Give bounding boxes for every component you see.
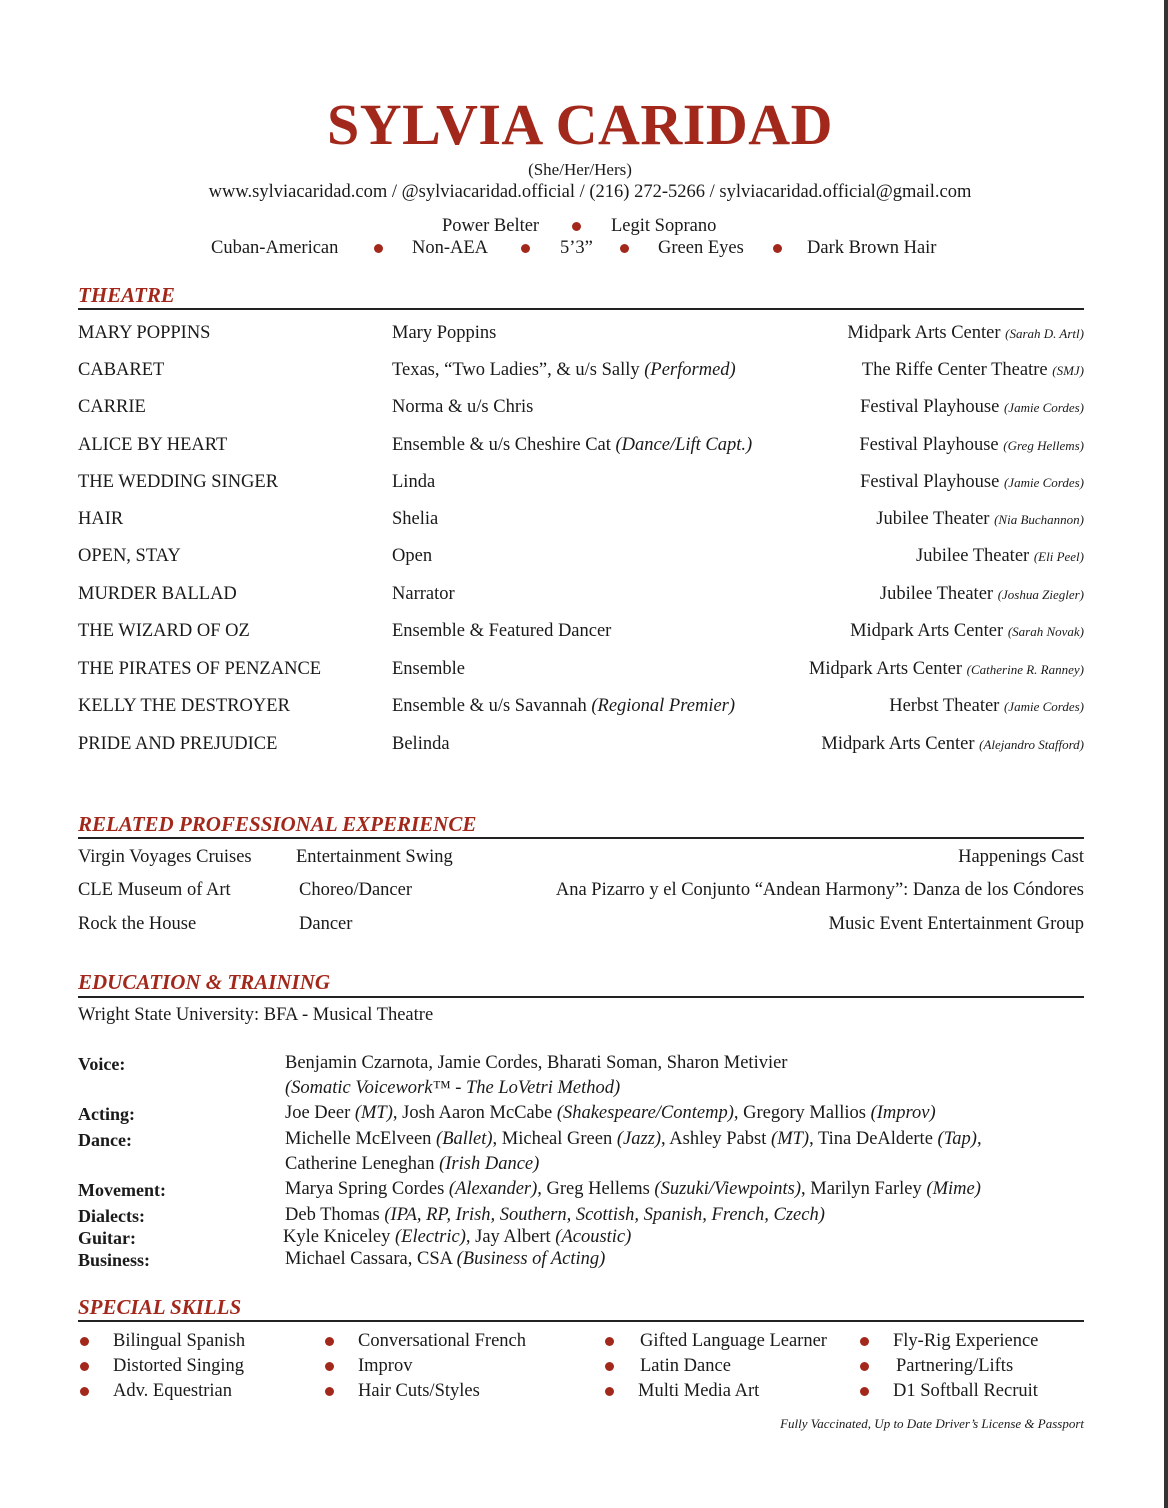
- skill-item: Bilingual Spanish: [113, 1331, 246, 1351]
- credit-row: [78, 323, 1084, 347]
- skill-item: Adv. Equestrian: [113, 1381, 233, 1401]
- bullet-dot: [325, 1387, 334, 1396]
- credit-role: Narrator: [392, 584, 455, 604]
- training-label-dance: Dance:: [78, 1130, 132, 1150]
- experience-role: Dancer: [299, 914, 353, 934]
- skill-item: D1 Softball Recruit: [893, 1381, 1038, 1401]
- section-title-education: EDUCATION & TRAINING: [78, 970, 331, 994]
- bullet-dot: [521, 244, 530, 253]
- training-voice-method: (Somatic Voicework™ - The LoVetri Method): [285, 1078, 621, 1098]
- bullet-dot: [620, 244, 629, 253]
- credit-venue: Herbst Theater (Jamie Cordes): [889, 696, 1084, 716]
- credit-venue: The Riffe Center Theatre (SMJ): [861, 360, 1084, 380]
- experience-row: [78, 880, 1084, 904]
- skill-item: Partnering/Lifts: [896, 1356, 1014, 1376]
- section-divider: [78, 1320, 1084, 1322]
- bullet-dot: [325, 1337, 334, 1346]
- training-movement: Marya Spring Cordes (Alexander), Greg Hellems (Suzuki/Viewpoints), Marilyn Farley (Mime): [285, 1179, 981, 1199]
- credit-row: [78, 435, 1084, 459]
- credit-role: Belinda: [392, 734, 450, 754]
- credit-role: Ensemble: [392, 659, 465, 679]
- credit-director: (Jamie Cordes): [1003, 699, 1084, 714]
- credit-director: (Sarah Novak): [1007, 624, 1084, 639]
- credit-row: [78, 696, 1084, 720]
- bullet-dot: [325, 1362, 334, 1371]
- credit-show: HAIR: [78, 509, 124, 529]
- credit-show: OPEN, STAY: [78, 546, 181, 566]
- experience-org: Virgin Voyages Cruises: [78, 847, 252, 867]
- section-title-theatre: THEATRE: [78, 283, 175, 307]
- credit-director: (Joshua Ziegler): [997, 587, 1084, 602]
- credit-role: Norma & u/s Chris: [392, 397, 534, 417]
- training-dance-continued: Catherine Leneghan (Irish Dance): [285, 1154, 540, 1174]
- trait-hair: Dark Brown Hair: [807, 238, 937, 258]
- credit-role: Ensemble & u/s Savannah (Regional Premier): [392, 696, 736, 716]
- credit-role: Ensemble & Featured Dancer: [392, 621, 612, 641]
- credit-director: (Nia Buchannon): [994, 512, 1084, 527]
- credit-role: Linda: [392, 472, 436, 492]
- skill-item: Fly-Rig Experience: [893, 1331, 1039, 1351]
- credit-director: (Jamie Cordes): [1003, 475, 1084, 490]
- degree: Wright State University: BFA - Musical Theatre: [78, 1005, 434, 1025]
- training-label-dialects: Dialects:: [78, 1206, 145, 1226]
- credit-show: THE PIRATES OF PENZANCE: [78, 659, 322, 679]
- credit-director: (Alejandro Stafford): [979, 737, 1084, 752]
- experience-row: [78, 847, 1084, 871]
- credit-venue: Jubilee Theater (Joshua Ziegler): [879, 584, 1084, 604]
- experience-detail: Music Event Entertainment Group: [828, 914, 1084, 934]
- page-edge: [1164, 0, 1168, 1508]
- skill-item: Hair Cuts/Styles: [358, 1381, 480, 1401]
- credit-role: Mary Poppins: [392, 323, 497, 343]
- training-acting: Joe Deer (MT), Josh Aaron McCabe (Shakespeare/Contemp), Gregory Mallios (Improv): [285, 1103, 936, 1123]
- trait-ethnicity: Cuban-American: [211, 238, 339, 258]
- credit-row: [78, 584, 1084, 608]
- credit-director: (Eli Peel): [1033, 549, 1084, 564]
- bullet-dot: [572, 222, 581, 231]
- credit-venue: Festival Playhouse (Jamie Cordes): [860, 397, 1084, 417]
- trait-height: 5’3”: [560, 238, 593, 258]
- bullet-dot: [860, 1362, 869, 1371]
- credit-row: [78, 472, 1084, 496]
- bullet-dot: [80, 1387, 89, 1396]
- credit-row: [78, 397, 1084, 421]
- credit-venue: Midpark Arts Center (Alejandro Stafford): [821, 734, 1084, 754]
- credit-row: [78, 659, 1084, 683]
- bullet-dot: [374, 244, 383, 253]
- experience-org: CLE Museum of Art: [78, 880, 231, 900]
- credit-row: [78, 360, 1084, 384]
- credit-venue: Jubilee Theater (Nia Buchannon): [876, 509, 1084, 529]
- training-label-movement: Movement:: [78, 1180, 166, 1200]
- experience-detail: Happenings Cast: [958, 847, 1084, 867]
- credit-show: MURDER BALLAD: [78, 584, 237, 604]
- training-label-acting: Acting:: [78, 1104, 135, 1124]
- pronouns: (She/Her/Hers): [528, 160, 632, 179]
- training-label-guitar: Guitar:: [78, 1228, 136, 1248]
- trait-union: Non-AEA: [412, 238, 489, 258]
- bullet-dot: [860, 1387, 869, 1396]
- trait-eyes: Green Eyes: [658, 238, 744, 258]
- credit-venue: Midpark Arts Center (Sarah D. Artl): [847, 323, 1084, 343]
- bullet-dot: [860, 1337, 869, 1346]
- credit-venue: Festival Playhouse (Jamie Cordes): [860, 472, 1084, 492]
- credit-show: PRIDE AND PREJUDICE: [78, 734, 278, 754]
- training-guitar: Kyle Kniceley (Electric), Jay Albert (Acoustic): [283, 1227, 632, 1247]
- section-divider: [78, 308, 1084, 310]
- bullet-dot: [80, 1362, 89, 1371]
- bullet-dot: [605, 1362, 614, 1371]
- credit-venue: Jubilee Theater (Eli Peel): [916, 546, 1084, 566]
- credit-row: [78, 621, 1084, 645]
- credit-role: Open: [392, 546, 433, 566]
- credit-show: THE WEDDING SINGER: [78, 472, 279, 492]
- experience-role: Choreo/Dancer: [299, 880, 413, 900]
- section-divider: [78, 837, 1084, 839]
- skill-item: Latin Dance: [640, 1356, 731, 1376]
- experience-detail: Ana Pizarro y el Conjunto “Andean Harmony”: Danza de los Cóndores: [555, 880, 1084, 900]
- credit-venue: Festival Playhouse (Greg Hellems): [859, 435, 1084, 455]
- credit-director: (Greg Hellems): [1003, 438, 1084, 453]
- training-dance: Michelle McElveen (Ballet), Micheal Green (Jazz), Ashley Pabst (MT), Tina DeAlderte (Tap),: [285, 1129, 982, 1149]
- credit-director: (Catherine R. Ranney): [966, 662, 1084, 677]
- credit-role: Texas, “Two Ladies”, & u/s Sally (Performed): [392, 360, 736, 380]
- credit-show: MARY POPPINS: [78, 323, 211, 343]
- credit-director: (Sarah D. Artl): [1005, 326, 1084, 341]
- skill-item: Gifted Language Learner: [640, 1331, 827, 1351]
- voice-type-1: Power Belter: [442, 216, 540, 236]
- credit-show: CARRIE: [78, 397, 146, 417]
- bullet-dot: [605, 1387, 614, 1396]
- credit-director: (SMJ): [1052, 363, 1084, 378]
- footnote: Fully Vaccinated, Up to Date Driver’s License & Passport: [780, 1416, 1084, 1431]
- skill-item: Improv: [358, 1356, 413, 1376]
- bullet-dot: [80, 1337, 89, 1346]
- credit-venue: Midpark Arts Center (Catherine R. Ranney): [808, 659, 1084, 679]
- bullet-dot: [773, 244, 782, 253]
- skill-item: Multi Media Art: [638, 1381, 760, 1401]
- credit-show: ALICE BY HEART: [78, 435, 228, 455]
- training-business: Michael Cassara, CSA (Business of Acting): [285, 1249, 606, 1269]
- credit-director: (Jamie Cordes): [1003, 400, 1084, 415]
- voice-type-2: Legit Soprano: [611, 216, 717, 236]
- credit-row: [78, 509, 1084, 533]
- experience-row: [78, 914, 1084, 938]
- training-label-business: Business:: [78, 1250, 151, 1270]
- credit-role: Shelia: [392, 509, 439, 529]
- credit-show: KELLY THE DESTROYER: [78, 696, 290, 716]
- contact-line: www.sylviacaridad.com / @sylviacaridad.official / (216) 272-5266 / sylviacaridad.official@gmail.com: [208, 182, 972, 202]
- skill-item: Distorted Singing: [113, 1356, 245, 1376]
- resume-name: SYLVIA CARIDAD: [326, 92, 834, 157]
- credit-row: [78, 734, 1084, 758]
- credit-row: [78, 546, 1084, 570]
- credit-venue: Midpark Arts Center (Sarah Novak): [850, 621, 1084, 641]
- skill-item: Conversational French: [358, 1331, 526, 1351]
- section-title-professional: RELATED PROFESSIONAL EXPERIENCE: [78, 812, 477, 836]
- credit-role: Ensemble & u/s Cheshire Cat (Dance/Lift Capt.): [392, 435, 753, 455]
- experience-role: Entertainment Swing: [296, 847, 453, 867]
- credit-show: CABARET: [78, 360, 165, 380]
- credit-show: THE WIZARD OF OZ: [78, 621, 250, 641]
- training-voice-teachers: Benjamin Czarnota, Jamie Cordes, Bharati Soman, Sharon Metivier: [285, 1053, 788, 1073]
- training-label-voice: Voice:: [78, 1054, 126, 1074]
- section-divider: [78, 996, 1084, 998]
- bullet-dot: [605, 1337, 614, 1346]
- experience-org: Rock the House: [78, 914, 197, 934]
- training-dialects: Deb Thomas (IPA, RP, Irish, Southern, Scottish, Spanish, French, Czech): [285, 1205, 825, 1225]
- section-title-skills: SPECIAL SKILLS: [78, 1295, 242, 1319]
